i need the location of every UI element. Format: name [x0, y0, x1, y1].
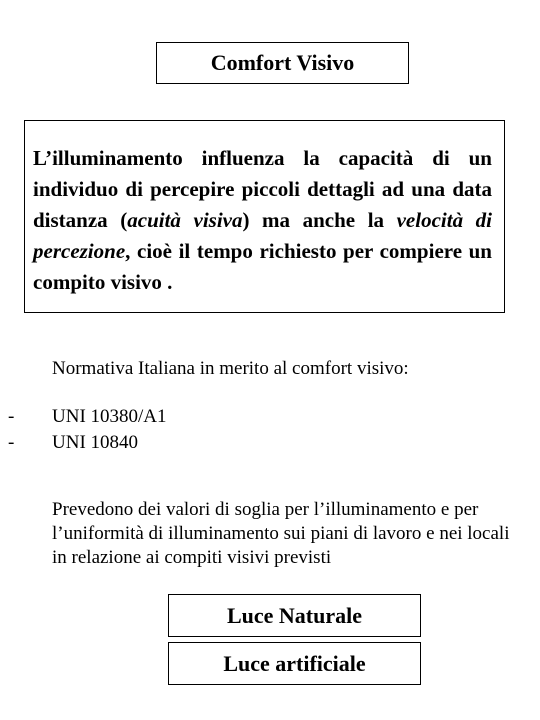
standards-list — [8, 404, 167, 456]
definition-part-1: L’illuminamento influenza la capacità di un individuo di percepire piccoli dettagli ad una data distanza ( — [33, 146, 492, 232]
list-item — [8, 430, 167, 456]
definition-box — [24, 120, 505, 313]
list-bullet: - — [8, 406, 15, 427]
definition-part-2: ) ma anche la — [242, 208, 397, 232]
definition-text — [33, 143, 492, 298]
normativa-intro: Normativa Italiana in merito al comfort visivo: — [52, 358, 409, 379]
list-bullet: - — [8, 432, 15, 453]
page-title: Comfort Visivo — [156, 42, 409, 84]
list-item — [8, 404, 167, 430]
thresholds-description: Prevedono dei valori di soglia per l’illuminamento e per l’uniformità di illuminamento sui piani di lavoro e nei locali in relazione ai compiti visivi previsti — [52, 499, 510, 568]
definition-part-3: , cioè il tempo richiesto per compiere un compito visivo . — [33, 239, 492, 294]
standard-label: UNI 10840 — [52, 432, 139, 453]
natural-light-button[interactable]: Luce Naturale — [168, 594, 421, 637]
definition-term-speed: velocità di percezione — [33, 208, 492, 263]
definition-term-acuity: acuità visiva — [127, 208, 243, 232]
artificial-light-button[interactable]: Luce artificiale — [168, 642, 421, 685]
standard-label: UNI 10380/A1 — [52, 406, 167, 427]
